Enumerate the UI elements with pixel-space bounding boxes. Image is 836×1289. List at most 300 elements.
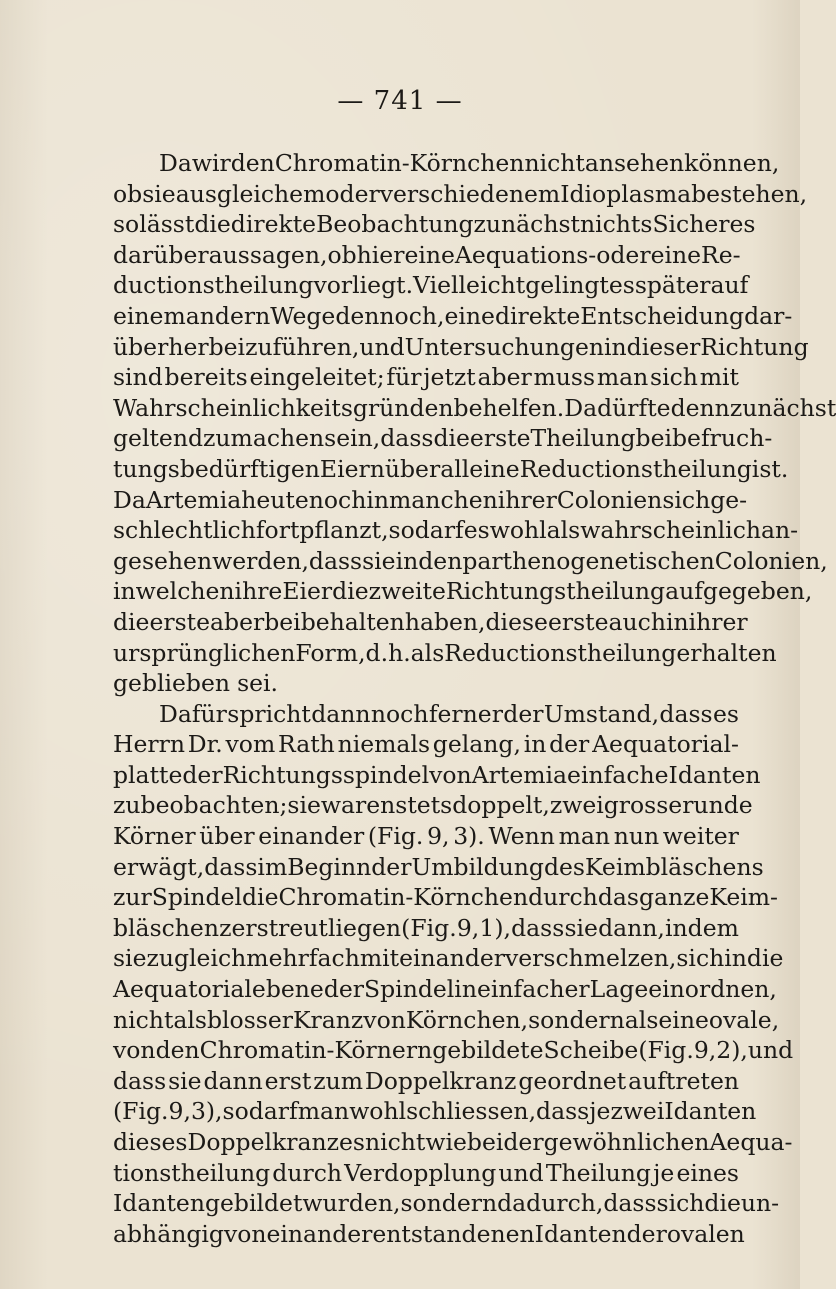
word: aussagen, [208,240,328,269]
word: ihrer [688,607,748,636]
word: einander [266,1219,373,1248]
word: Form, [295,638,366,667]
word: für [386,363,422,392]
word: dass [511,913,565,942]
word: befruch- [672,424,773,453]
word: erste [469,424,531,453]
word: 3), [190,1097,223,1126]
word: verschmelzen, [505,944,677,973]
word: ob [327,240,357,269]
word: 9, [168,1097,191,1126]
word: dar- [744,301,793,330]
text-line [113,638,777,669]
word: von [429,760,472,789]
word: Beobachtung [316,210,474,239]
word: direkte [230,210,317,239]
word: Theilung [545,1158,651,1187]
word: Reductionstheilung [519,454,752,483]
word: Wahrscheinlichkeitsgründen [113,393,454,422]
text-line [113,1066,739,1097]
word: einem [113,301,186,330]
word: und [747,1036,794,1065]
word: es [463,516,490,545]
word: darf [248,1097,298,1126]
text-line [113,1127,793,1158]
word: (Fig. [367,822,424,851]
word: zu [113,791,141,820]
word: dass [113,1066,167,1095]
word: 9, [427,822,450,851]
word: (Fig. [113,1097,169,1126]
word: in [523,730,547,759]
word: bereits [164,363,248,392]
word: man [596,363,649,392]
word: einordnen, [648,975,777,1004]
word: der [503,1128,544,1156]
word: das [597,883,639,912]
word: auf [710,271,749,300]
word: sie [564,913,598,942]
text-line [113,546,828,577]
word: sich [650,363,698,392]
word: zerstreut [219,913,328,942]
word: fortpflanzt, [255,516,389,545]
word: und [359,332,405,361]
word: die [332,577,369,606]
text-line [113,852,764,883]
word: Richtung [700,332,809,361]
text-line [113,1219,745,1250]
word: Dafür [159,699,227,728]
word: zur [113,883,152,912]
text-line [113,485,748,516]
word: gleichem [216,179,326,208]
word: einander [399,944,505,973]
word: erwägt, [113,852,205,881]
word: den [418,546,463,575]
word: Doppelkranz [364,1066,517,1095]
word: tungsbedürftigen [113,454,320,483]
word: es [712,699,739,728]
word: dann, [598,913,665,942]
word: die [433,424,470,453]
word: bestehen, [691,179,808,208]
word: von [223,1219,267,1248]
word: Spindel [364,975,455,1004]
word: Entscheidung [580,301,745,330]
word: wohl [489,516,547,545]
word: grosse [603,791,683,820]
word: und [498,1158,544,1187]
word: ovalen [666,1219,745,1248]
text-line [113,515,799,546]
word: muss [533,363,596,392]
word: schlechtlich [113,516,256,545]
word: als [624,1005,659,1034]
word: direkte [494,301,581,330]
word: der [549,730,590,759]
word: Da [564,393,598,422]
text-line [113,729,739,760]
text-line [113,423,773,454]
word: gesehen [113,546,213,575]
word: sondern [528,1005,625,1034]
word: ovale, [708,1005,780,1034]
word: nicht [113,1005,174,1034]
text-line [113,209,756,240]
word: Idanten [534,1219,627,1248]
text-line [113,913,739,944]
word: eingeleitet; [249,363,385,392]
word: Wege [270,301,336,330]
word: im [257,852,288,881]
word: runde [682,791,753,820]
word: gebildete [432,1036,544,1065]
word: in [395,546,419,575]
text-line [113,454,789,485]
word: verschiedenem [379,179,561,208]
word: denn [670,393,730,422]
word: ductionstheilung [113,271,314,300]
word: dann [311,699,371,728]
word: die [194,210,231,239]
text-line [113,270,749,301]
word: sie [287,791,321,820]
word: wohl [349,1097,407,1126]
word: gelang, [432,730,521,759]
word: oder [596,240,651,269]
word: mehrfach [246,944,360,973]
word: Lage [589,975,649,1004]
word: ursprünglichen [113,638,296,667]
word: niemals [337,730,431,759]
word: ansehen [584,149,685,177]
word: dennoch, [335,301,445,330]
word: sie [168,1066,202,1095]
word: noch [308,485,367,514]
word: Sicheres [652,210,756,239]
word: gebildet [204,1189,303,1218]
word: indem [665,913,739,942]
word: d. [365,638,389,667]
word: den [155,1036,200,1065]
word: nicht [524,149,585,177]
word: spricht [227,699,311,728]
word: gelingt [525,271,609,300]
word: auch [608,607,666,636]
text-line [113,760,761,791]
word: eine [444,301,495,330]
word: h. [388,638,411,667]
word: von [113,1036,156,1065]
word: Colonien [556,485,663,514]
word: Untersuchungen [404,332,605,361]
text-line [113,179,808,210]
word: es [608,271,635,300]
word: Re- [701,240,741,269]
word: hier [356,240,405,269]
word: zweite [368,577,446,606]
word: parthenogenetischen [462,546,715,575]
word: die [113,607,150,636]
word: die [704,1189,741,1218]
word: (Fig. [638,1036,694,1065]
word: Körnchen, [405,1005,529,1034]
word: sich [662,485,711,514]
word: bei [635,424,673,453]
word: können, [684,149,780,177]
word: durch [272,1158,343,1187]
text-line [113,393,836,424]
word: Dr. [187,730,223,759]
word: 3). [453,822,485,851]
word: Eier [282,577,333,606]
word: darüber [113,240,209,269]
word: dann [203,1066,263,1095]
text-line [113,699,739,730]
word: beibehalten [264,607,405,636]
word: (Fig. [401,913,457,942]
text-line [113,1096,757,1127]
word: Idanten [113,1189,205,1218]
text-line [113,821,739,852]
word: erste [547,607,609,636]
word: zunächst [729,393,836,422]
word: einfache [567,760,669,789]
word: dass [603,1189,657,1218]
word: noch [370,699,429,728]
word: in [113,577,136,606]
word: erhalten [676,638,777,667]
word: Umstand, [543,699,660,728]
word: über [199,822,255,851]
word: dass [204,852,258,881]
word: diese [485,607,548,636]
word: waren [320,791,396,820]
word: welchen [135,577,235,606]
text-line [113,301,793,332]
word: von [363,1005,406,1034]
word: eine [469,454,520,483]
word: beobachten; [140,791,288,820]
word: dieses [113,1128,188,1156]
word: ferner [428,699,503,728]
word: der [626,1219,667,1248]
word: sich [676,944,725,973]
word: Artemia [471,760,568,789]
word: an- [761,516,799,545]
word: die [746,944,784,973]
word: so [222,1097,249,1126]
word: in [454,975,477,1004]
word: sie [362,546,396,575]
word: einander [258,822,365,851]
word: zunächst [473,210,580,239]
word: den [230,149,275,177]
word: erste [149,607,211,636]
word: Kranz [292,1005,364,1034]
word: behelfen. [453,393,565,422]
word: herbeizuführen, [168,332,360,361]
word: nun [613,822,660,851]
word: einfacher [476,975,590,1004]
word: vom [225,730,276,759]
word: Richtungsspindel [222,760,430,789]
word: dass [308,546,363,575]
word: Wenn [488,822,555,851]
word: ge- [710,485,748,514]
word: Vielleicht [413,271,526,300]
word: oder [325,179,380,208]
word: un- [740,1189,780,1218]
word: platte [113,760,183,789]
word: zwei [549,791,604,820]
word: sie [113,944,147,973]
word: als [546,516,581,545]
word: dieser [626,332,701,361]
word: haben, [404,607,486,636]
word: auftreten [628,1066,739,1095]
word: weiter [662,822,739,851]
text-line [113,974,777,1005]
word: eines [676,1158,739,1187]
word: bläschen [113,913,219,942]
word: des [543,852,585,881]
word: dadurch, [497,1189,604,1218]
text-line [113,332,809,363]
word: 9, [456,913,480,942]
word: Herrn [113,730,186,759]
word: Idanten [664,1097,757,1126]
word: Doppelkranzes [187,1128,365,1156]
word: als [173,1005,207,1034]
word: blosser [207,1005,293,1034]
word: Rath [278,730,335,759]
word: machen [230,424,325,453]
word: Aequations- [454,240,597,269]
word: der [371,852,412,881]
word: doppelt, [452,791,550,820]
word: zwei [610,1097,665,1126]
page-number: — 741 — [337,86,463,116]
word: stets [395,791,453,820]
word: zugleich [146,944,247,973]
body-text [113,148,836,1249]
word: Colonien, [714,546,828,575]
text-line [113,576,813,607]
word: eine [404,240,455,269]
word: durch [528,883,598,912]
word: liegen [328,913,402,942]
word: Beginn [287,852,372,881]
word: 1), [479,913,511,942]
text-line [113,1158,739,1189]
word: Spindel [151,883,243,912]
text-line [113,1188,780,1219]
word: Da [113,485,146,514]
word: entstandenen [372,1219,535,1248]
word: aber [477,363,532,392]
word: in [604,332,627,361]
word: geordnet [518,1066,627,1095]
word: Idioplasma [560,179,692,208]
word: ist. [751,454,789,483]
word: wir [191,149,231,177]
word: geblieben [113,669,231,698]
word: Richtungstheilung [445,577,666,606]
word: wie [425,1128,467,1156]
word: Idanten [668,760,761,789]
word: man [558,822,611,851]
word: aufgegeben, [665,577,813,606]
word: zum [313,1066,364,1095]
word: als [410,638,445,667]
word: abhängig [113,1219,224,1248]
word: jetzt [423,363,476,392]
word: tionstheilung [113,1158,271,1187]
word: in [724,944,747,973]
word: in [665,607,689,636]
word: der [323,975,365,1004]
word: Scheibe [543,1036,639,1065]
word: darf [414,516,464,545]
word: Artemia [145,485,242,514]
word: später [634,271,711,300]
word: sie [142,179,176,208]
word: Chromatin-Körnern [199,1036,433,1065]
word: mit [359,944,400,973]
word: Aequatorial- [592,730,739,759]
text-line [113,240,739,271]
text-line [113,362,739,393]
word: Keim- [709,883,778,912]
word: je [589,1097,611,1126]
word: je [653,1158,675,1187]
word: aus [175,179,217,208]
word: Umbildung [411,852,544,881]
text-line [113,1005,780,1036]
word: Chromatin-Körnchen [278,883,529,912]
text-line [113,790,753,821]
word: nicht [364,1128,426,1156]
word: die [242,883,279,912]
word: überall [384,454,470,483]
word: Da [159,149,192,177]
word: aber [210,607,265,636]
word: mit [699,363,739,392]
word: ihrer [497,485,557,514]
word: manchen [389,485,498,514]
word: ob [113,179,143,208]
text-line [113,882,778,913]
word: dass [659,699,713,728]
word: heute [241,485,309,514]
word: dass [380,424,434,453]
word: der [182,760,223,789]
word: ihre [234,577,283,606]
word: so [113,210,140,239]
word: Eiern [319,454,385,483]
text-line [113,1035,794,1066]
text-line [113,607,748,638]
word: schliessen, [406,1097,537,1126]
word: 2), [716,1036,748,1065]
word: Chromatin-Körnchen [274,149,525,177]
text-line [113,668,739,699]
word: man [297,1097,350,1126]
word: sein, [324,424,381,453]
word: 9, [693,1036,717,1065]
